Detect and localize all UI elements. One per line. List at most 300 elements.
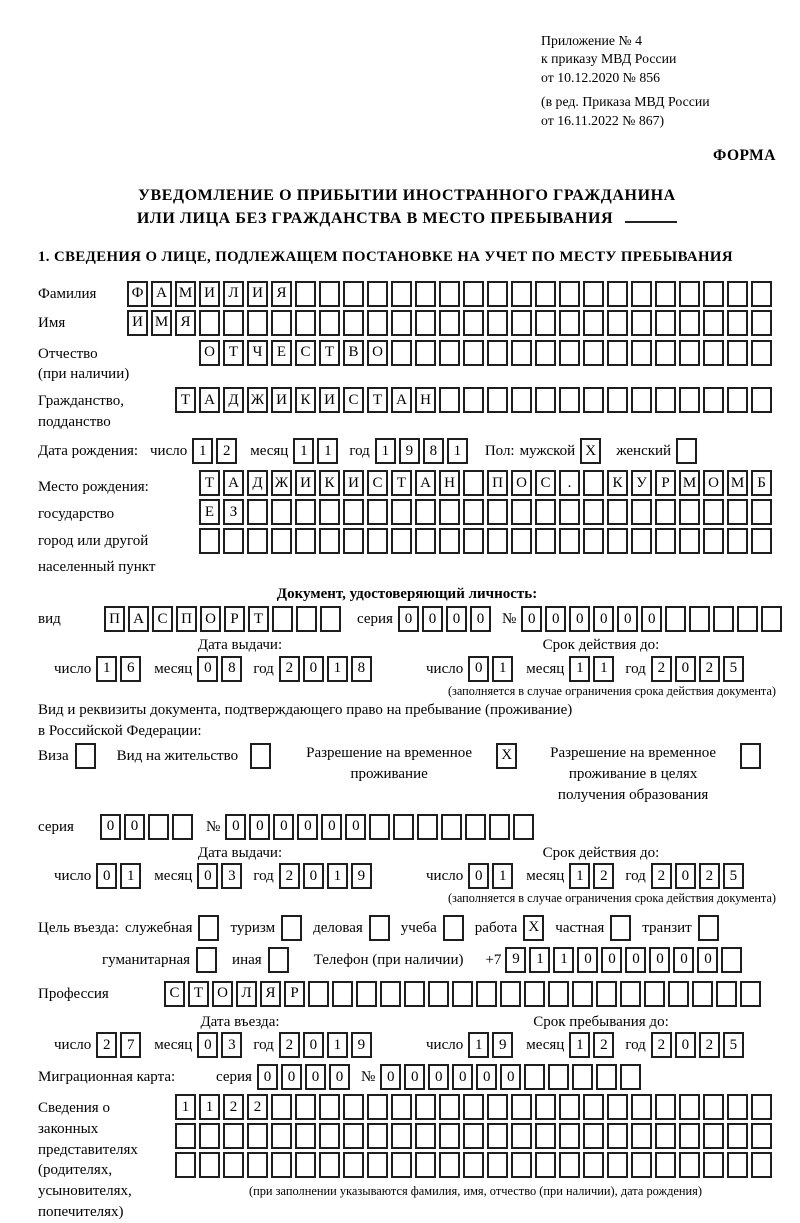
char-box[interactable] (721, 947, 742, 973)
char-box[interactable] (631, 310, 652, 336)
char-box[interactable] (489, 814, 510, 840)
char-box[interactable] (367, 310, 388, 336)
char-box[interactable] (727, 310, 748, 336)
char-box[interactable] (223, 310, 244, 336)
char-box[interactable]: X (580, 438, 601, 464)
char-box[interactable]: 1 (327, 863, 348, 889)
stay-year[interactable] (651, 1032, 747, 1058)
char-box[interactable] (295, 1152, 316, 1178)
char-box[interactable] (295, 310, 316, 336)
char-box[interactable]: 0 (273, 814, 294, 840)
char-box[interactable]: Р (284, 981, 305, 1007)
char-box[interactable]: 1 (593, 656, 614, 682)
char-box[interactable] (511, 310, 532, 336)
char-box[interactable] (535, 281, 556, 307)
char-box[interactable]: 1 (293, 438, 314, 464)
char-box[interactable] (319, 310, 340, 336)
char-box[interactable]: 8 (423, 438, 444, 464)
char-box[interactable] (572, 981, 593, 1007)
char-box[interactable]: С (367, 470, 388, 496)
char-box[interactable]: 5 (723, 1032, 744, 1058)
char-box[interactable]: А (415, 470, 436, 496)
char-box[interactable] (665, 606, 686, 632)
char-box[interactable] (343, 1123, 364, 1149)
char-box[interactable] (524, 1064, 545, 1090)
char-box[interactable] (631, 1094, 652, 1120)
char-box[interactable]: 1 (317, 438, 338, 464)
char-box[interactable] (607, 1094, 628, 1120)
char-box[interactable]: 0 (249, 814, 270, 840)
char-box[interactable] (535, 528, 556, 554)
char-box[interactable] (391, 281, 412, 307)
birth-place-row2[interactable] (199, 499, 775, 525)
char-box[interactable] (272, 606, 293, 632)
char-box[interactable]: 2 (651, 863, 672, 889)
humanitarian-checkbox[interactable] (196, 947, 220, 973)
char-box[interactable]: Д (247, 470, 268, 496)
char-box[interactable] (391, 1152, 412, 1178)
char-box[interactable]: 2 (223, 1094, 244, 1120)
char-box[interactable]: 0 (468, 656, 489, 682)
char-box[interactable] (751, 387, 772, 413)
char-box[interactable] (439, 1094, 460, 1120)
char-box[interactable]: Т (391, 470, 412, 496)
char-box[interactable] (655, 499, 676, 525)
char-box[interactable]: И (247, 281, 268, 307)
char-box[interactable] (583, 1152, 604, 1178)
char-box[interactable]: 1 (569, 1032, 590, 1058)
visa-checkbox[interactable] (75, 743, 99, 769)
char-box[interactable] (476, 981, 497, 1007)
char-box[interactable]: Д (223, 387, 244, 413)
char-box[interactable] (655, 281, 676, 307)
business-checkbox[interactable] (198, 915, 222, 941)
char-box[interactable]: 6 (120, 656, 141, 682)
identity-number-boxes[interactable] (521, 606, 785, 632)
char-box[interactable]: 0 (96, 863, 117, 889)
char-box[interactable]: 1 (447, 438, 468, 464)
char-box[interactable]: Т (175, 387, 196, 413)
char-box[interactable]: А (128, 606, 149, 632)
char-box[interactable] (607, 281, 628, 307)
char-box[interactable] (655, 1123, 676, 1149)
char-box[interactable] (356, 981, 377, 1007)
char-box[interactable] (655, 387, 676, 413)
char-box[interactable] (319, 281, 340, 307)
birth-day-boxes[interactable] (192, 438, 240, 464)
char-box[interactable] (559, 281, 580, 307)
char-box[interactable] (271, 528, 292, 554)
char-box[interactable] (198, 915, 219, 941)
char-box[interactable] (415, 1094, 436, 1120)
char-box[interactable] (487, 281, 508, 307)
char-box[interactable] (607, 1123, 628, 1149)
tourism-checkbox[interactable] (281, 915, 305, 941)
sex-male-checkbox[interactable] (580, 438, 604, 464)
char-box[interactable]: 0 (649, 947, 670, 973)
char-box[interactable]: М (175, 281, 196, 307)
char-box[interactable]: Б (751, 470, 772, 496)
char-box[interactable] (511, 387, 532, 413)
char-box[interactable]: 0 (404, 1064, 425, 1090)
char-box[interactable] (727, 387, 748, 413)
char-box[interactable] (655, 528, 676, 554)
char-box[interactable] (271, 499, 292, 525)
char-box[interactable] (487, 1152, 508, 1178)
residence-issue-year[interactable] (279, 863, 375, 889)
identity-issue-year[interactable] (279, 656, 375, 682)
char-box[interactable]: 1 (529, 947, 550, 973)
char-box[interactable] (75, 743, 96, 769)
temp-residence-checkbox[interactable] (496, 743, 520, 769)
char-box[interactable] (583, 1094, 604, 1120)
char-box[interactable] (343, 310, 364, 336)
char-box[interactable]: О (367, 340, 388, 366)
char-box[interactable] (679, 340, 700, 366)
char-box[interactable] (439, 340, 460, 366)
char-box[interactable] (319, 1094, 340, 1120)
char-box[interactable] (199, 528, 220, 554)
char-box[interactable] (391, 1094, 412, 1120)
char-box[interactable] (535, 340, 556, 366)
phone-boxes[interactable] (505, 947, 745, 973)
char-box[interactable] (559, 528, 580, 554)
char-box[interactable] (583, 310, 604, 336)
char-box[interactable] (463, 1123, 484, 1149)
char-box[interactable]: 0 (673, 947, 694, 973)
char-box[interactable]: 1 (468, 1032, 489, 1058)
char-box[interactable] (439, 281, 460, 307)
char-box[interactable] (761, 606, 782, 632)
char-box[interactable] (583, 528, 604, 554)
char-box[interactable] (751, 310, 772, 336)
char-box[interactable] (415, 528, 436, 554)
char-box[interactable] (415, 340, 436, 366)
char-box[interactable]: 9 (399, 438, 420, 464)
temp-residence-edu-checkbox[interactable] (740, 743, 764, 769)
char-box[interactable] (404, 981, 425, 1007)
char-box[interactable]: 2 (699, 656, 720, 682)
char-box[interactable] (559, 310, 580, 336)
char-box[interactable]: С (164, 981, 185, 1007)
char-box[interactable] (703, 340, 724, 366)
char-box[interactable] (343, 1152, 364, 1178)
char-box[interactable]: У (631, 470, 652, 496)
representatives-row3[interactable] (175, 1152, 776, 1178)
char-box[interactable] (535, 1123, 556, 1149)
char-box[interactable]: 1 (569, 863, 590, 889)
char-box[interactable] (679, 281, 700, 307)
char-box[interactable]: 2 (96, 1032, 117, 1058)
char-box[interactable] (463, 470, 484, 496)
char-box[interactable]: Ч (247, 340, 268, 366)
char-box[interactable]: П (176, 606, 197, 632)
char-box[interactable] (268, 947, 289, 973)
char-box[interactable] (463, 281, 484, 307)
char-box[interactable]: 5 (723, 863, 744, 889)
char-box[interactable] (727, 340, 748, 366)
char-box[interactable] (369, 915, 390, 941)
char-box[interactable]: С (152, 606, 173, 632)
stay-day[interactable] (468, 1032, 516, 1058)
char-box[interactable] (572, 1064, 593, 1090)
char-box[interactable] (535, 499, 556, 525)
char-box[interactable] (172, 814, 193, 840)
char-box[interactable] (751, 281, 772, 307)
char-box[interactable]: 0 (380, 1064, 401, 1090)
char-box[interactable]: 0 (303, 1032, 324, 1058)
char-box[interactable] (487, 528, 508, 554)
char-box[interactable] (247, 1152, 268, 1178)
citizenship-boxes[interactable] (175, 387, 775, 413)
char-box[interactable]: 1 (175, 1094, 196, 1120)
migration-number-boxes[interactable] (380, 1064, 644, 1090)
char-box[interactable]: 0 (641, 606, 662, 632)
char-box[interactable]: З (223, 499, 244, 525)
char-box[interactable] (583, 470, 604, 496)
given-name-boxes[interactable] (127, 310, 775, 336)
char-box[interactable] (703, 281, 724, 307)
char-box[interactable] (332, 981, 353, 1007)
char-box[interactable] (607, 340, 628, 366)
char-box[interactable] (343, 281, 364, 307)
char-box[interactable] (271, 1123, 292, 1149)
char-box[interactable] (319, 1152, 340, 1178)
char-box[interactable] (631, 387, 652, 413)
char-box[interactable]: К (607, 470, 628, 496)
private-checkbox[interactable] (610, 915, 634, 941)
birth-place-row1[interactable] (199, 470, 775, 496)
char-box[interactable]: К (319, 470, 340, 496)
char-box[interactable]: 9 (505, 947, 526, 973)
char-box[interactable] (415, 310, 436, 336)
char-box[interactable] (393, 814, 414, 840)
char-box[interactable]: М (679, 470, 700, 496)
char-box[interactable] (631, 340, 652, 366)
char-box[interactable]: А (199, 387, 220, 413)
char-box[interactable] (463, 340, 484, 366)
char-box[interactable] (631, 1123, 652, 1149)
char-box[interactable] (320, 606, 341, 632)
identity-valid-year[interactable] (651, 656, 747, 682)
char-box[interactable] (655, 1152, 676, 1178)
char-box[interactable]: 1 (492, 863, 513, 889)
char-box[interactable]: И (295, 470, 316, 496)
char-box[interactable] (439, 1152, 460, 1178)
other-checkbox[interactable] (268, 947, 292, 973)
char-box[interactable]: 2 (651, 1032, 672, 1058)
char-box[interactable] (559, 499, 580, 525)
char-box[interactable] (607, 310, 628, 336)
char-box[interactable]: 9 (351, 863, 372, 889)
residence-number-boxes[interactable] (225, 814, 537, 840)
char-box[interactable] (620, 1064, 641, 1090)
char-box[interactable] (439, 499, 460, 525)
residence-issue-month[interactable] (197, 863, 245, 889)
char-box[interactable] (463, 1152, 484, 1178)
char-box[interactable] (713, 606, 734, 632)
char-box[interactable] (367, 1152, 388, 1178)
char-box[interactable] (223, 1152, 244, 1178)
char-box[interactable] (391, 310, 412, 336)
patronymic-boxes[interactable] (199, 340, 775, 366)
char-box[interactable]: 0 (422, 606, 443, 632)
char-box[interactable] (415, 499, 436, 525)
char-box[interactable]: 0 (452, 1064, 473, 1090)
char-box[interactable]: 1 (199, 1094, 220, 1120)
char-box[interactable] (439, 387, 460, 413)
char-box[interactable]: И (199, 281, 220, 307)
char-box[interactable] (727, 1123, 748, 1149)
char-box[interactable] (247, 528, 268, 554)
representatives-row1[interactable] (175, 1094, 776, 1120)
migration-series-boxes[interactable] (257, 1064, 353, 1090)
char-box[interactable]: 0 (303, 863, 324, 889)
char-box[interactable]: 0 (675, 1032, 696, 1058)
entry-day[interactable] (96, 1032, 144, 1058)
char-box[interactable] (487, 499, 508, 525)
char-box[interactable] (391, 528, 412, 554)
char-box[interactable] (737, 606, 758, 632)
char-box[interactable] (716, 981, 737, 1007)
char-box[interactable]: 0 (601, 947, 622, 973)
char-box[interactable]: И (127, 310, 148, 336)
char-box[interactable]: 8 (221, 656, 242, 682)
char-box[interactable] (535, 1152, 556, 1178)
char-box[interactable] (703, 499, 724, 525)
char-box[interactable]: 3 (221, 863, 242, 889)
identity-valid-month[interactable] (569, 656, 617, 682)
char-box[interactable]: 0 (625, 947, 646, 973)
char-box[interactable]: 1 (553, 947, 574, 973)
char-box[interactable] (295, 499, 316, 525)
char-box[interactable] (583, 1123, 604, 1149)
char-box[interactable] (511, 1123, 532, 1149)
char-box[interactable] (199, 1123, 220, 1149)
char-box[interactable] (703, 528, 724, 554)
char-box[interactable] (428, 981, 449, 1007)
char-box[interactable]: Я (175, 310, 196, 336)
char-box[interactable] (175, 1123, 196, 1149)
char-box[interactable]: 0 (468, 863, 489, 889)
study-checkbox[interactable] (443, 915, 467, 941)
char-box[interactable]: 0 (303, 656, 324, 682)
char-box[interactable] (583, 387, 604, 413)
char-box[interactable] (465, 814, 486, 840)
char-box[interactable]: О (511, 470, 532, 496)
char-box[interactable] (513, 814, 534, 840)
char-box[interactable] (655, 340, 676, 366)
char-box[interactable] (417, 814, 438, 840)
char-box[interactable] (511, 499, 532, 525)
char-box[interactable] (676, 438, 697, 464)
char-box[interactable] (175, 1152, 196, 1178)
char-box[interactable] (343, 499, 364, 525)
char-box[interactable]: 0 (476, 1064, 497, 1090)
char-box[interactable] (439, 310, 460, 336)
char-box[interactable] (487, 387, 508, 413)
char-box[interactable] (631, 499, 652, 525)
char-box[interactable]: А (151, 281, 172, 307)
char-box[interactable] (196, 947, 217, 973)
char-box[interactable]: 9 (351, 1032, 372, 1058)
residence-valid-month[interactable] (569, 863, 617, 889)
char-box[interactable]: 2 (247, 1094, 268, 1120)
char-box[interactable]: Т (367, 387, 388, 413)
char-box[interactable] (698, 915, 719, 941)
char-box[interactable]: 0 (329, 1064, 350, 1090)
char-box[interactable] (631, 281, 652, 307)
char-box[interactable] (391, 1123, 412, 1149)
transit-checkbox[interactable] (698, 915, 722, 941)
char-box[interactable] (740, 743, 761, 769)
char-box[interactable] (644, 981, 665, 1007)
char-box[interactable] (367, 499, 388, 525)
char-box[interactable] (596, 981, 617, 1007)
char-box[interactable] (343, 528, 364, 554)
char-box[interactable]: 1 (192, 438, 213, 464)
char-box[interactable]: 0 (675, 656, 696, 682)
char-box[interactable] (703, 1094, 724, 1120)
char-box[interactable] (199, 1152, 220, 1178)
char-box[interactable] (631, 528, 652, 554)
char-box[interactable]: 2 (279, 656, 300, 682)
char-box[interactable]: С (535, 470, 556, 496)
char-box[interactable] (703, 310, 724, 336)
identity-valid-day[interactable] (468, 656, 516, 682)
char-box[interactable]: 0 (197, 863, 218, 889)
char-box[interactable]: Л (236, 981, 257, 1007)
residence-issue-day[interactable] (96, 863, 144, 889)
char-box[interactable]: 1 (96, 656, 117, 682)
char-box[interactable]: 0 (124, 814, 145, 840)
char-box[interactable] (668, 981, 689, 1007)
char-box[interactable] (727, 528, 748, 554)
residence-valid-day[interactable] (468, 863, 516, 889)
char-box[interactable] (727, 1094, 748, 1120)
char-box[interactable]: 0 (225, 814, 246, 840)
char-box[interactable]: 2 (279, 863, 300, 889)
char-box[interactable]: X (523, 915, 544, 941)
char-box[interactable]: Л (223, 281, 244, 307)
char-box[interactable]: И (271, 387, 292, 413)
char-box[interactable] (295, 1094, 316, 1120)
work-checkbox[interactable] (523, 915, 547, 941)
char-box[interactable] (679, 1152, 700, 1178)
residence-series-boxes[interactable] (100, 814, 196, 840)
char-box[interactable] (271, 1152, 292, 1178)
char-box[interactable]: 8 (351, 656, 372, 682)
char-box[interactable]: Я (271, 281, 292, 307)
char-box[interactable] (296, 606, 317, 632)
char-box[interactable]: О (212, 981, 233, 1007)
char-box[interactable]: 0 (305, 1064, 326, 1090)
char-box[interactable]: 0 (321, 814, 342, 840)
char-box[interactable] (703, 387, 724, 413)
char-box[interactable]: 9 (492, 1032, 513, 1058)
char-box[interactable]: 0 (197, 1032, 218, 1058)
char-box[interactable]: 0 (500, 1064, 521, 1090)
char-box[interactable] (415, 1123, 436, 1149)
char-box[interactable] (511, 340, 532, 366)
char-box[interactable] (271, 310, 292, 336)
char-box[interactable]: 0 (100, 814, 121, 840)
char-box[interactable]: П (487, 470, 508, 496)
char-box[interactable]: П (104, 606, 125, 632)
char-box[interactable] (535, 1094, 556, 1120)
char-box[interactable]: 0 (197, 656, 218, 682)
char-box[interactable]: Н (415, 387, 436, 413)
